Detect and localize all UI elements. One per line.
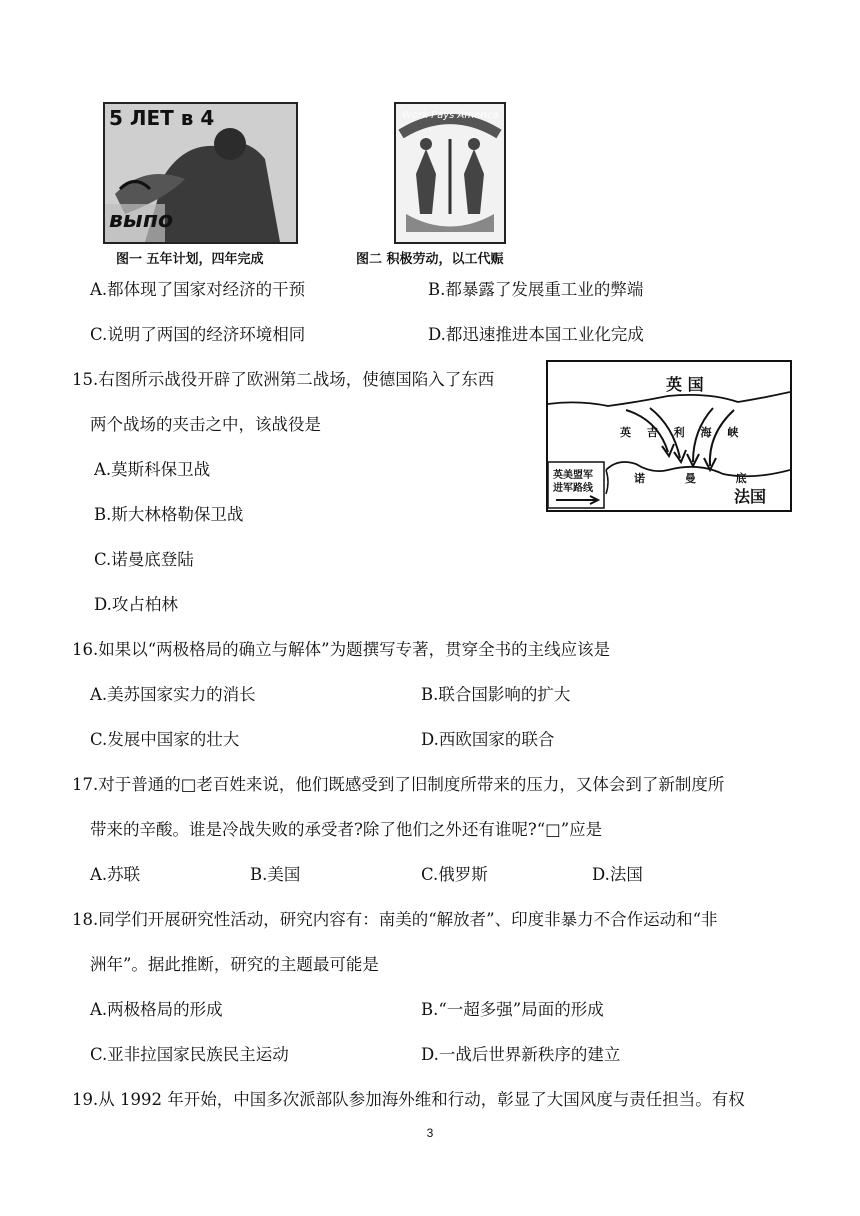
q18-option-d: D.一战后世界新秩序的建立 (421, 1045, 621, 1064)
map-label-uk: 英 国 (666, 375, 704, 394)
q16-stem: 16.如果以“两极格局的确立与解体”为题撰写专著，贯穿全书的主线应该是 (72, 640, 611, 659)
q17-stem-line1: 17.对于普通的□老百姓来说，他们既感受到了旧制度所带来的压力，又体会到了新制度所 (72, 775, 725, 794)
q16-option-d: D.西欧国家的联合 (421, 730, 555, 749)
q17-stem-line2: 带来的辛酸。谁是冷战失败的承受者?除了他们之外还有谁呢?“□”应是 (90, 820, 603, 839)
q15-option-a: A.莫斯科保卫战 (94, 460, 211, 479)
q17-option-a: A.苏联 (90, 865, 141, 884)
map-legend-line1: 英美盟军 (553, 470, 593, 481)
q14-option-c: C.说明了两国的经济环境相同 (90, 325, 306, 344)
page-number: 3 (426, 1126, 434, 1140)
figure-1-poster (103, 102, 298, 244)
poster-banner-text: Work Pays America (402, 110, 499, 121)
map-legend-line2: 进军路线 (553, 483, 593, 494)
q18-stem-line2: 洲年”。据此推断，研究的主题最可能是 (90, 955, 379, 974)
q15-option-d: D.攻占柏林 (94, 595, 178, 614)
q19-stem-line1: 19.从 1992 年开始，中国多次派部队参加海外维和行动，彰显了大国风度与责任担当。有权 (72, 1090, 745, 1109)
q16-option-b: B.联合国影响的扩大 (421, 685, 571, 704)
q16-option-c: C.发展中国家的壮大 (90, 730, 240, 749)
q14-option-a: A.都体现了国家对经济的干预 (90, 280, 306, 299)
q18-option-a: A.两极格局的形成 (90, 1000, 223, 1019)
map-label-channel: 英 吉 利 海 峡 (620, 426, 745, 439)
q15-stem-line1: 15.右图所示战役开辟了欧洲第二战场，使德国陷入了东西 (72, 370, 495, 389)
q18-stem-line1: 18.同学们开展研究性活动，研究内容有：南美的“解放者”、印度非暴力不合作运动和“非 (72, 910, 718, 929)
q15-option-c: C.诺曼底登陆 (94, 550, 194, 569)
q18-option-c: C.亚非拉国家民族民主运动 (90, 1045, 289, 1064)
figure-1-caption: 图一 五年计划，四年完成 (116, 252, 264, 267)
map-label-france: 法国 (734, 487, 767, 506)
q15-stem-line2: 两个战场的夹击之中，该战役是 (90, 415, 321, 434)
figure-2-caption: 图二 积极劳动，以工代赈 (356, 252, 504, 267)
q17-option-b: B.美国 (250, 865, 301, 884)
q14-option-d: D.都迅速推进本国工业化完成 (428, 325, 644, 344)
q17-option-c: C.俄罗斯 (421, 865, 488, 884)
work-pays-america-poster-image (396, 104, 504, 242)
map-label-normandy: 诺 曼 底 (634, 472, 765, 485)
q17-option-d: D.法国 (592, 865, 643, 884)
poster-text-top: 5 ЛЕТ в 4 (109, 106, 215, 130)
q18-option-b: B.“一超多强”局面的形成 (421, 1000, 604, 1019)
figure-2-poster (394, 102, 506, 244)
q14-option-b: B.都暴露了发展重工业的弊端 (428, 280, 644, 299)
q15-option-b: B.斯大林格勒保卫战 (94, 505, 244, 524)
q16-option-a: A.美苏国家实力的消长 (90, 685, 256, 704)
normandy-map (546, 360, 792, 512)
poster-text-bottom: выпо (109, 208, 174, 233)
